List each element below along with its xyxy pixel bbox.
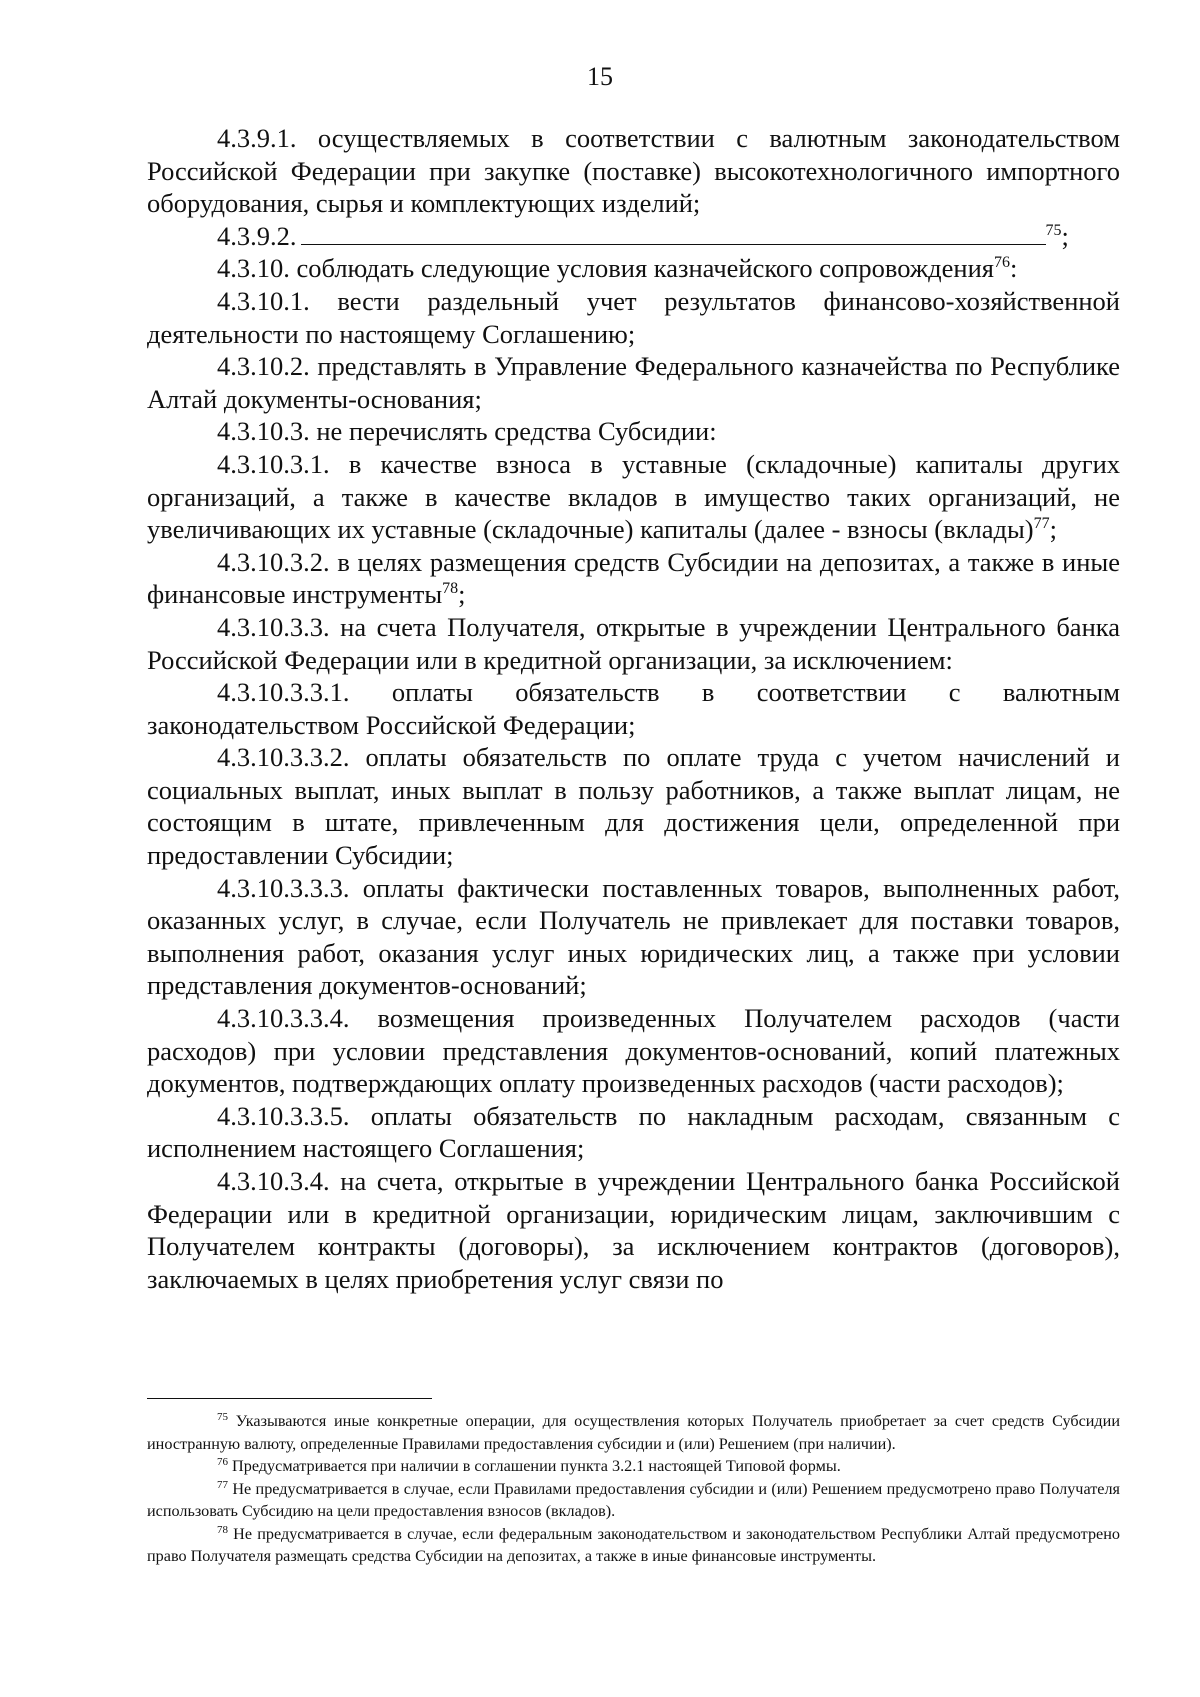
footnote-ref: 75 bbox=[1045, 221, 1062, 239]
paragraph-4-3-10-3-3-4: 4.3.10.3.3.4. возмещения произведенных Получателем расходов (части расходов) при условии представления документов-оснований, копий платежных документов, подтверждающих оплату произведенных расходов (части расходов); bbox=[147, 1003, 1120, 1099]
paragraph-4-3-10-3-3-2: 4.3.10.3.3.2. оплаты обязательств по оплате труда с учетом начислений и социальных выплат, иных выплат в пользу работников, а также выплат лицам, не состоящим в штате, привлеченным для достижения цели, определенной при предоставлении Субсидии; bbox=[147, 742, 1120, 871]
paragraph-4-3-10-3-3-5: 4.3.10.3.3.5. оплаты обязательств по накладным расходам, связанным с исполнением настоящего Соглашения; bbox=[147, 1100, 1120, 1164]
footnote-ref: 76 bbox=[993, 254, 1010, 272]
footnote-75: $^{75}$ Указываются иные конкретные операции, для осуществления которых Получатель приобретает за счет средств Субсидии иностранную валюту, определенные Правилами предоставления субсидии и (или) Решением (при наличии). bbox=[147, 1411, 1120, 1453]
footnote-ref: 77 bbox=[1033, 515, 1050, 533]
footnote-number: 75 bbox=[217, 1411, 228, 1423]
paragraph-4-3-10-3: 4.3.10.3. не перечислять средства Субсидии: bbox=[217, 416, 717, 447]
footnote-number: 78 bbox=[217, 1523, 228, 1536]
paragraph-4-3-10-1: 4.3.10.1. вести раздельный учет результатов финансово-хозяйственной деятельности по настоящему Соглашению; bbox=[147, 285, 1120, 349]
footnote-ref: 78 bbox=[442, 580, 459, 598]
footnote-78: $^{78}$ Не предусматривается в случае, если федеральным законодательством и законодательством Республики Алтай предусмотрено право Получателя размещать средства Субсидии на депозитах, а также в иные финансовые инструменты. bbox=[147, 1523, 1120, 1565]
paragraph-4-3-10-2: 4.3.10.2. представлять в Управление Федерального казначейства по Республике Алтай документы-основания; bbox=[147, 351, 1120, 414]
paragraph-4-3-10-3-1: 4.3.10.3.1. в качестве взноса в уставные (складочные) капиталы других организаций, а также в качестве вкладов в имущество таких организаций, не увеличивающих их уставные (складочные) капиталы (далее - взносы (вклады)$^{77}$; bbox=[147, 448, 1120, 545]
paragraph-4-3-10-3-3-3: 4.3.10.3.3.3. оплаты фактически поставленных товаров, выполненных работ, оказанных услуг, в случае, если Получатель не привлекает для поставки товаров, выполнения работ, оказания услуг иных юридических лиц, а также при условии представления документов-оснований; bbox=[147, 872, 1120, 1001]
footnote-separator bbox=[147, 1398, 432, 1399]
paragraph-4-3-9-2: 4.3.9.2. $^{75}$; bbox=[217, 220, 1069, 251]
footnote-76: $^{76}$ Предусматривается при наличии в соглашении пункта 3.2.1 настоящей Типовой формы. bbox=[217, 1456, 841, 1475]
paragraph-4-3-10-3-2: 4.3.10.3.2. в целях размещения средств Субсидии на депозитах, а также в иные финансовые инструменты$^{78}$; bbox=[147, 546, 1120, 610]
page-number: 15 bbox=[587, 62, 613, 91]
paragraph-4-3-10-3-3-1: 4.3.10.3.3.1. оплаты обязательств в соответствии с валютным законодательством Российской Федерации; bbox=[147, 677, 1120, 740]
paragraph-4-3-10-3-3: 4.3.10.3.3. на счета Получателя, открытые в учреждении Центрального банка Российской Федерации или в кредитной организации, за исключением: bbox=[147, 611, 1120, 675]
footnote-number: 76 bbox=[217, 1456, 228, 1468]
body-text bbox=[147, 122, 1120, 1295]
footnote-77: $^{77}$ Не предусматривается в случае, если Правилами предоставления субсидии и (или) Решением предусмотрено право Получателя использовать Субсидию на цели предоставления взносов (вкладов). bbox=[147, 1478, 1120, 1520]
paragraph-4-3-10-3-4: 4.3.10.3.4. на счета, открытые в учреждении Центрального банка Российской Федерации или в кредитной организации, юридическим лицам, заключившим с Получателем контракты (договоры), за исключением контрактов (договоров), заключаемых в целях приобретения услуг связи по bbox=[147, 1166, 1120, 1294]
paragraph-4-3-9-1: 4.3.9.1. осуществляемых в соответствии с валютным законодательством Российской Федерации при закупке (поставке) высокотехнологичного импортного оборудования, сырья и комплектующих изделий; bbox=[147, 123, 1120, 219]
fill-in-blank-line bbox=[301, 222, 1046, 245]
paragraph-4-3-10: 4.3.10. соблюдать следующие условия казначейского сопровождения$^{76}$: bbox=[217, 253, 1018, 284]
footnotes bbox=[147, 1410, 1120, 1568]
footnote-number: 77 bbox=[217, 1478, 228, 1491]
